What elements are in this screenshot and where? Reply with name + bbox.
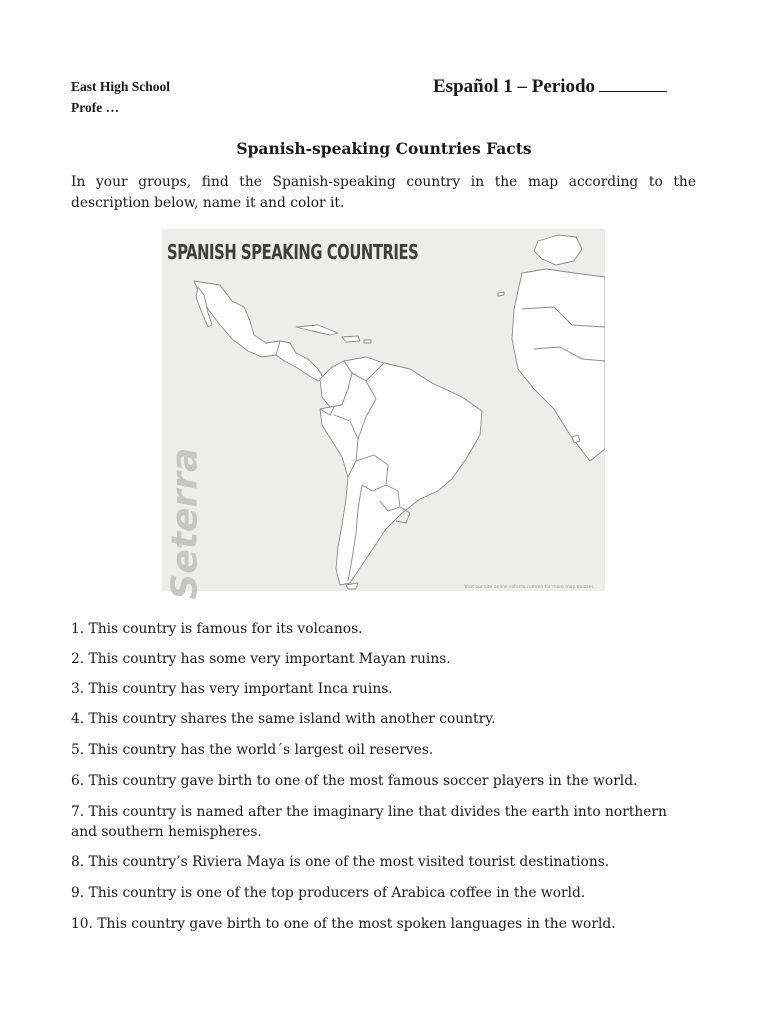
tierra-del-fuego-shape — [346, 583, 358, 589]
fact-item: 9. This country is one of the top producers of Arabica coffee in the world. — [71, 885, 586, 901]
school-name: East High School — [71, 79, 171, 94]
fact-item: 2. This country has some very important Mayan ruins. — [71, 651, 451, 667]
hispaniola-shape — [342, 336, 360, 342]
equatorial-guinea-shape — [572, 435, 580, 443]
spanish-speaking-map — [162, 229, 605, 600]
fact-item: 3. This country has very important Inca ruins. — [71, 681, 393, 697]
puerto-rico-shape — [364, 340, 371, 343]
cuba-shape — [296, 325, 338, 335]
course-heading — [433, 75, 667, 98]
fact-item: 4. This country shares the same island with another country. — [71, 711, 496, 727]
fact-item: 7. This country is named after the imaginary line that divides the earth into northern and southern hemispheres. — [71, 804, 667, 840]
map-graphic — [162, 229, 605, 591]
page-title: Spanish-speaking Countries Facts — [236, 139, 532, 158]
fact-item: 10. This country gave birth to one of the most spoken languages in the world. — [71, 916, 616, 932]
fact-item: 5. This country has the world´s largest oil reserves. — [71, 742, 434, 758]
instructions-text: In your groups, find the Spanish-speaking country in the map according to the description below, name it and color it. — [71, 174, 696, 211]
spain-shape — [534, 235, 582, 265]
fact-item: 6. This country gave birth to one of the most famous soccer players in the world. — [71, 773, 638, 789]
course-title: Español 1 – Periodo — [433, 76, 596, 97]
map-credit: Visit our site online.seterra.com/en for more map quizzes. — [464, 585, 595, 590]
central-america-shape — [276, 341, 324, 381]
map-title: SPANISH SPEAKING COUNTRIES — [167, 240, 419, 264]
fact-item: 8. This country’s Riviera Maya is one of the most visited tourist destinations. — [71, 854, 610, 870]
period-blank — [599, 75, 667, 92]
fact-item: 1. This country is famous for its volcanos. — [71, 621, 363, 637]
canary-islands-shape — [498, 292, 504, 296]
africa-shape — [512, 269, 605, 461]
seterra-watermark: Seterra — [164, 447, 206, 600]
teacher-name: Profe … — [71, 100, 120, 115]
